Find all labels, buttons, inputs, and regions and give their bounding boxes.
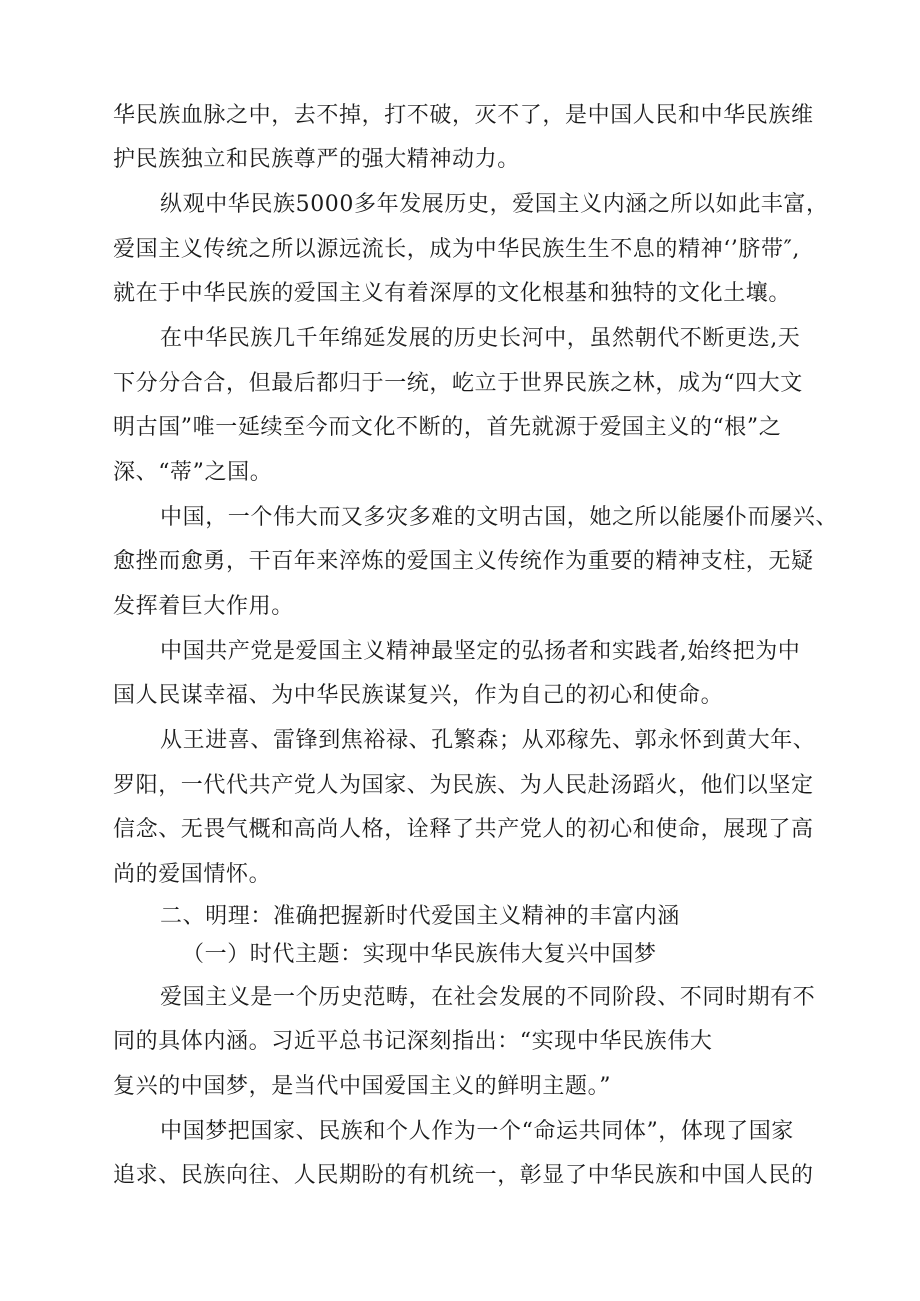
text-line: 深、“蒂”之国。	[113, 460, 273, 485]
subsection-heading: （一）时代主题：实现中华民族伟大复兴中国梦	[182, 942, 657, 967]
text-line: 同的具体内涵。习近平总书记深刻指出：“实现中华民族伟大	[113, 1029, 713, 1054]
text-line: 爱国主义是一个历史范畴，在社会发展的不同阶段、不同时期有不	[160, 985, 816, 1010]
text-line: 尚的爱国情怀。	[113, 862, 272, 887]
text-line: 华民族血脉之中，去不掉，打不破，灭不了，是中国人民和中华民族维	[113, 103, 814, 128]
text-line: 中国，一个伟大而又多灾多难的文明古国，她之所以能屡仆而屡兴、	[160, 505, 839, 530]
text-line: 发挥着巨大作用。	[113, 594, 294, 619]
text-line: 国人民谋幸福、为中华民族谋复兴，作为自己的初心和使命。	[113, 683, 724, 708]
text-line: 明古国”唯一延续至今而文化不断的，首先就源于爱国主义的“根”之	[113, 415, 782, 440]
text-line: 追求、民族向往、人民期盼的有机统一，彰显了中华民族和中国人民的	[113, 1163, 814, 1188]
text-line: 复兴的中国梦，是当代中国爱国主义的鲜明主题。”	[113, 1074, 612, 1099]
text-line: 纵观中华民族5000多年发展历史，爱国主义内涵之所以如此丰富，	[160, 192, 829, 217]
text-line: 就在于中华民族的爱国主义有着深厚的文化根基和独特的文化土壤。	[113, 281, 792, 306]
text-line: 信念、无畏气概和高尚人格，诠释了共产党人的初心和使命，展现了高	[113, 817, 814, 842]
text-line: 中国梦把国家、民族和个人作为一个“命运共同体”，体现了国家	[160, 1119, 794, 1144]
text-line: 罗阳，一代代共产党人为国家、为民族、为人民赴汤蹈火，他们以坚定	[113, 773, 814, 798]
text-line: 在中华民族几千年绵延发展的历史长河中，虽然朝代不断更迭,天	[160, 326, 801, 351]
text-line: 中国共产党是爱国主义精神最坚定的弘扬者和实践者,始终把为中	[160, 639, 801, 664]
text-line: 护民族独立和民族尊严的强大精神动力。	[113, 147, 520, 172]
text-line: 下分分合合，但最后都归于一统，屹立于世界民族之林，成为“四大文	[113, 371, 803, 396]
text-line: 从王进喜、雷锋到焦裕禄、孔繁森；从邓稼先、郭永怀到黄大年、	[160, 728, 816, 753]
section-heading: 二、明理：准确把握新时代爱国主义精神的丰富内涵	[160, 904, 680, 929]
text-line: 爱国主义传统之所以源远流长，成为中华民族生生不息的精神‘’脐带″,	[113, 237, 800, 262]
text-line: 愈挫而愈勇，干百年来淬炼的爱国主义传统作为重要的精神支柱，无疑	[113, 549, 814, 574]
